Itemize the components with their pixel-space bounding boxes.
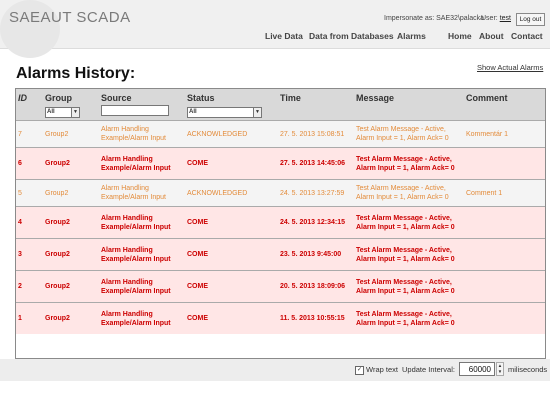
table-row[interactable] [16, 148, 545, 180]
cell-time: 24. 5. 2013 13:27:59 [278, 180, 354, 207]
cell-message: Test Alarm Message - Active, Alarm Input = 1, Alarm Ack= 0 [354, 180, 464, 207]
cell-message: Test Alarm Message - Active, Alarm Input = 1, Alarm Ack= 0 [354, 121, 464, 148]
cell-id: 6 [16, 148, 43, 180]
cell-id: 2 [16, 271, 43, 303]
cell-id: 4 [16, 207, 43, 239]
cell-message: Test Alarm Message - Active, Alarm Input = 1, Alarm Ack= 0 [354, 271, 464, 303]
col-header-comment[interactable] [464, 89, 545, 121]
cell-message: Test Alarm Message - Active, Alarm Input = 1, Alarm Ack= 0 [354, 239, 464, 271]
update-interval-label: Update Interval: [402, 365, 455, 374]
nav-alarms[interactable]: Alarms [397, 31, 426, 41]
cell-status: ACKNOWLEDGED [185, 180, 278, 207]
cell-comment: Comment 1 [464, 180, 545, 207]
app-header [0, 0, 550, 49]
cell-comment [464, 207, 545, 239]
nav-contact[interactable]: Contact [511, 31, 543, 41]
cell-message: Test Alarm Message - Active, Alarm Input = 1, Alarm Ack= 0 [354, 303, 464, 335]
col-header-id-label: ID [18, 93, 27, 103]
cell-time: 24. 5. 2013 12:34:15 [278, 207, 354, 239]
table-row[interactable] [16, 271, 545, 303]
alarms-table [16, 89, 545, 334]
update-interval-spinner[interactable] [496, 362, 504, 376]
col-header-message[interactable] [354, 89, 464, 121]
cell-status: COME [185, 271, 278, 303]
table-row[interactable] [16, 180, 545, 207]
cell-time: 11. 5. 2013 10:55:15 [278, 303, 354, 335]
cell-status: COME [185, 207, 278, 239]
nav-data-from-databases[interactable]: Data from Databases [309, 31, 394, 41]
col-header-status-label: Status [187, 93, 215, 103]
impersonate-text: Impersonate as: SAE32\palacka [384, 15, 485, 22]
group-filter-value: All [47, 109, 55, 115]
cell-group: Group2 [43, 239, 99, 271]
cell-comment [464, 271, 545, 303]
status-filter-select[interactable] [187, 107, 262, 118]
cell-group: Group2 [43, 180, 99, 207]
cell-comment [464, 148, 545, 180]
chevron-down-icon: ▼ [71, 108, 79, 117]
cell-status: COME [185, 303, 278, 335]
page-title: Alarms History: [16, 65, 136, 82]
chevron-down-icon: ▼ [253, 108, 261, 117]
cell-source: Alarm Handling Example/Alarm Input [99, 303, 185, 335]
user-label: User: [481, 15, 498, 22]
status-filter-value: All [189, 109, 197, 115]
cell-source: Alarm Handling Example/Alarm Input [99, 271, 185, 303]
cell-id: 3 [16, 239, 43, 271]
interval-unit-label: miliseconds [508, 365, 548, 374]
cell-group: Group2 [43, 271, 99, 303]
cell-source: Alarm Handling Example/Alarm Input [99, 207, 185, 239]
table-row[interactable] [16, 239, 545, 271]
wrap-text-control[interactable] [355, 365, 398, 375]
alarms-table-panel [15, 88, 546, 359]
cell-message: Test Alarm Message - Active, Alarm Input = 1, Alarm Ack= 0 [354, 207, 464, 239]
group-filter-select[interactable] [45, 107, 80, 118]
cell-id: 1 [16, 303, 43, 335]
alarm-rows [16, 121, 545, 335]
cell-group: Group2 [43, 148, 99, 180]
spin-up-icon[interactable]: ▲ [497, 363, 503, 368]
cell-time: 27. 5. 2013 14:45:06 [278, 148, 354, 180]
user-info [481, 15, 511, 22]
wrap-text-label: Wrap text [366, 365, 398, 374]
nav-live-data[interactable]: Live Data [265, 31, 303, 41]
table-row[interactable] [16, 207, 545, 239]
app-logo-title: SAEAUT SCADA [9, 9, 131, 26]
col-header-source-label: Source [101, 93, 132, 103]
col-header-source[interactable] [99, 89, 185, 121]
cell-time: 27. 5. 2013 15:08:51 [278, 121, 354, 148]
col-header-message-label: Message [356, 93, 395, 103]
cell-time: 23. 5. 2013 9:45:00 [278, 239, 354, 271]
spin-down-icon[interactable]: ▼ [497, 369, 503, 374]
cell-group: Group2 [43, 207, 99, 239]
col-header-id[interactable] [16, 89, 43, 121]
cell-group: Group2 [43, 303, 99, 335]
cell-comment [464, 239, 545, 271]
update-interval-input[interactable]: 60000 [459, 362, 495, 376]
col-header-status[interactable] [185, 89, 278, 121]
cell-source: Alarm Handling Example/Alarm Input [99, 239, 185, 271]
cell-id: 7 [16, 121, 43, 148]
cell-message: Test Alarm Message - Active, Alarm Input = 1, Alarm Ack= 0 [354, 148, 464, 180]
source-filter-input[interactable] [101, 105, 169, 116]
table-row[interactable] [16, 303, 545, 335]
nav-about[interactable]: About [479, 31, 504, 41]
cell-comment [464, 303, 545, 335]
cell-status: COME [185, 239, 278, 271]
wrap-text-checkbox[interactable]: ✓ [356, 366, 363, 373]
col-header-time[interactable] [278, 89, 354, 121]
cell-id: 5 [16, 180, 43, 207]
cell-source: Alarm Handling Example/Alarm Input [99, 180, 185, 207]
col-header-group[interactable] [43, 89, 99, 121]
col-header-group-label: Group [45, 93, 72, 103]
cell-status: ACKNOWLEDGED [185, 121, 278, 148]
cell-comment: Kommentár 1 [464, 121, 545, 148]
cell-group: Group2 [43, 121, 99, 148]
cell-status: COME [185, 148, 278, 180]
show-actual-alarms-link[interactable]: Show Actual Alarms [477, 63, 544, 72]
col-header-time-label: Time [280, 93, 301, 103]
table-header-row [16, 89, 545, 121]
user-name-link[interactable]: test [499, 15, 511, 22]
col-header-comment-label: Comment [466, 93, 508, 103]
nav-home[interactable]: Home [448, 31, 472, 41]
cell-time: 20. 5. 2013 18:09:06 [278, 271, 354, 303]
cell-source: Alarm Handling Example/Alarm Input [99, 148, 185, 180]
cell-source: Alarm Handling Example/Alarm Input [99, 121, 185, 148]
logout-button[interactable]: Log out [516, 13, 545, 26]
table-row[interactable] [16, 121, 545, 148]
